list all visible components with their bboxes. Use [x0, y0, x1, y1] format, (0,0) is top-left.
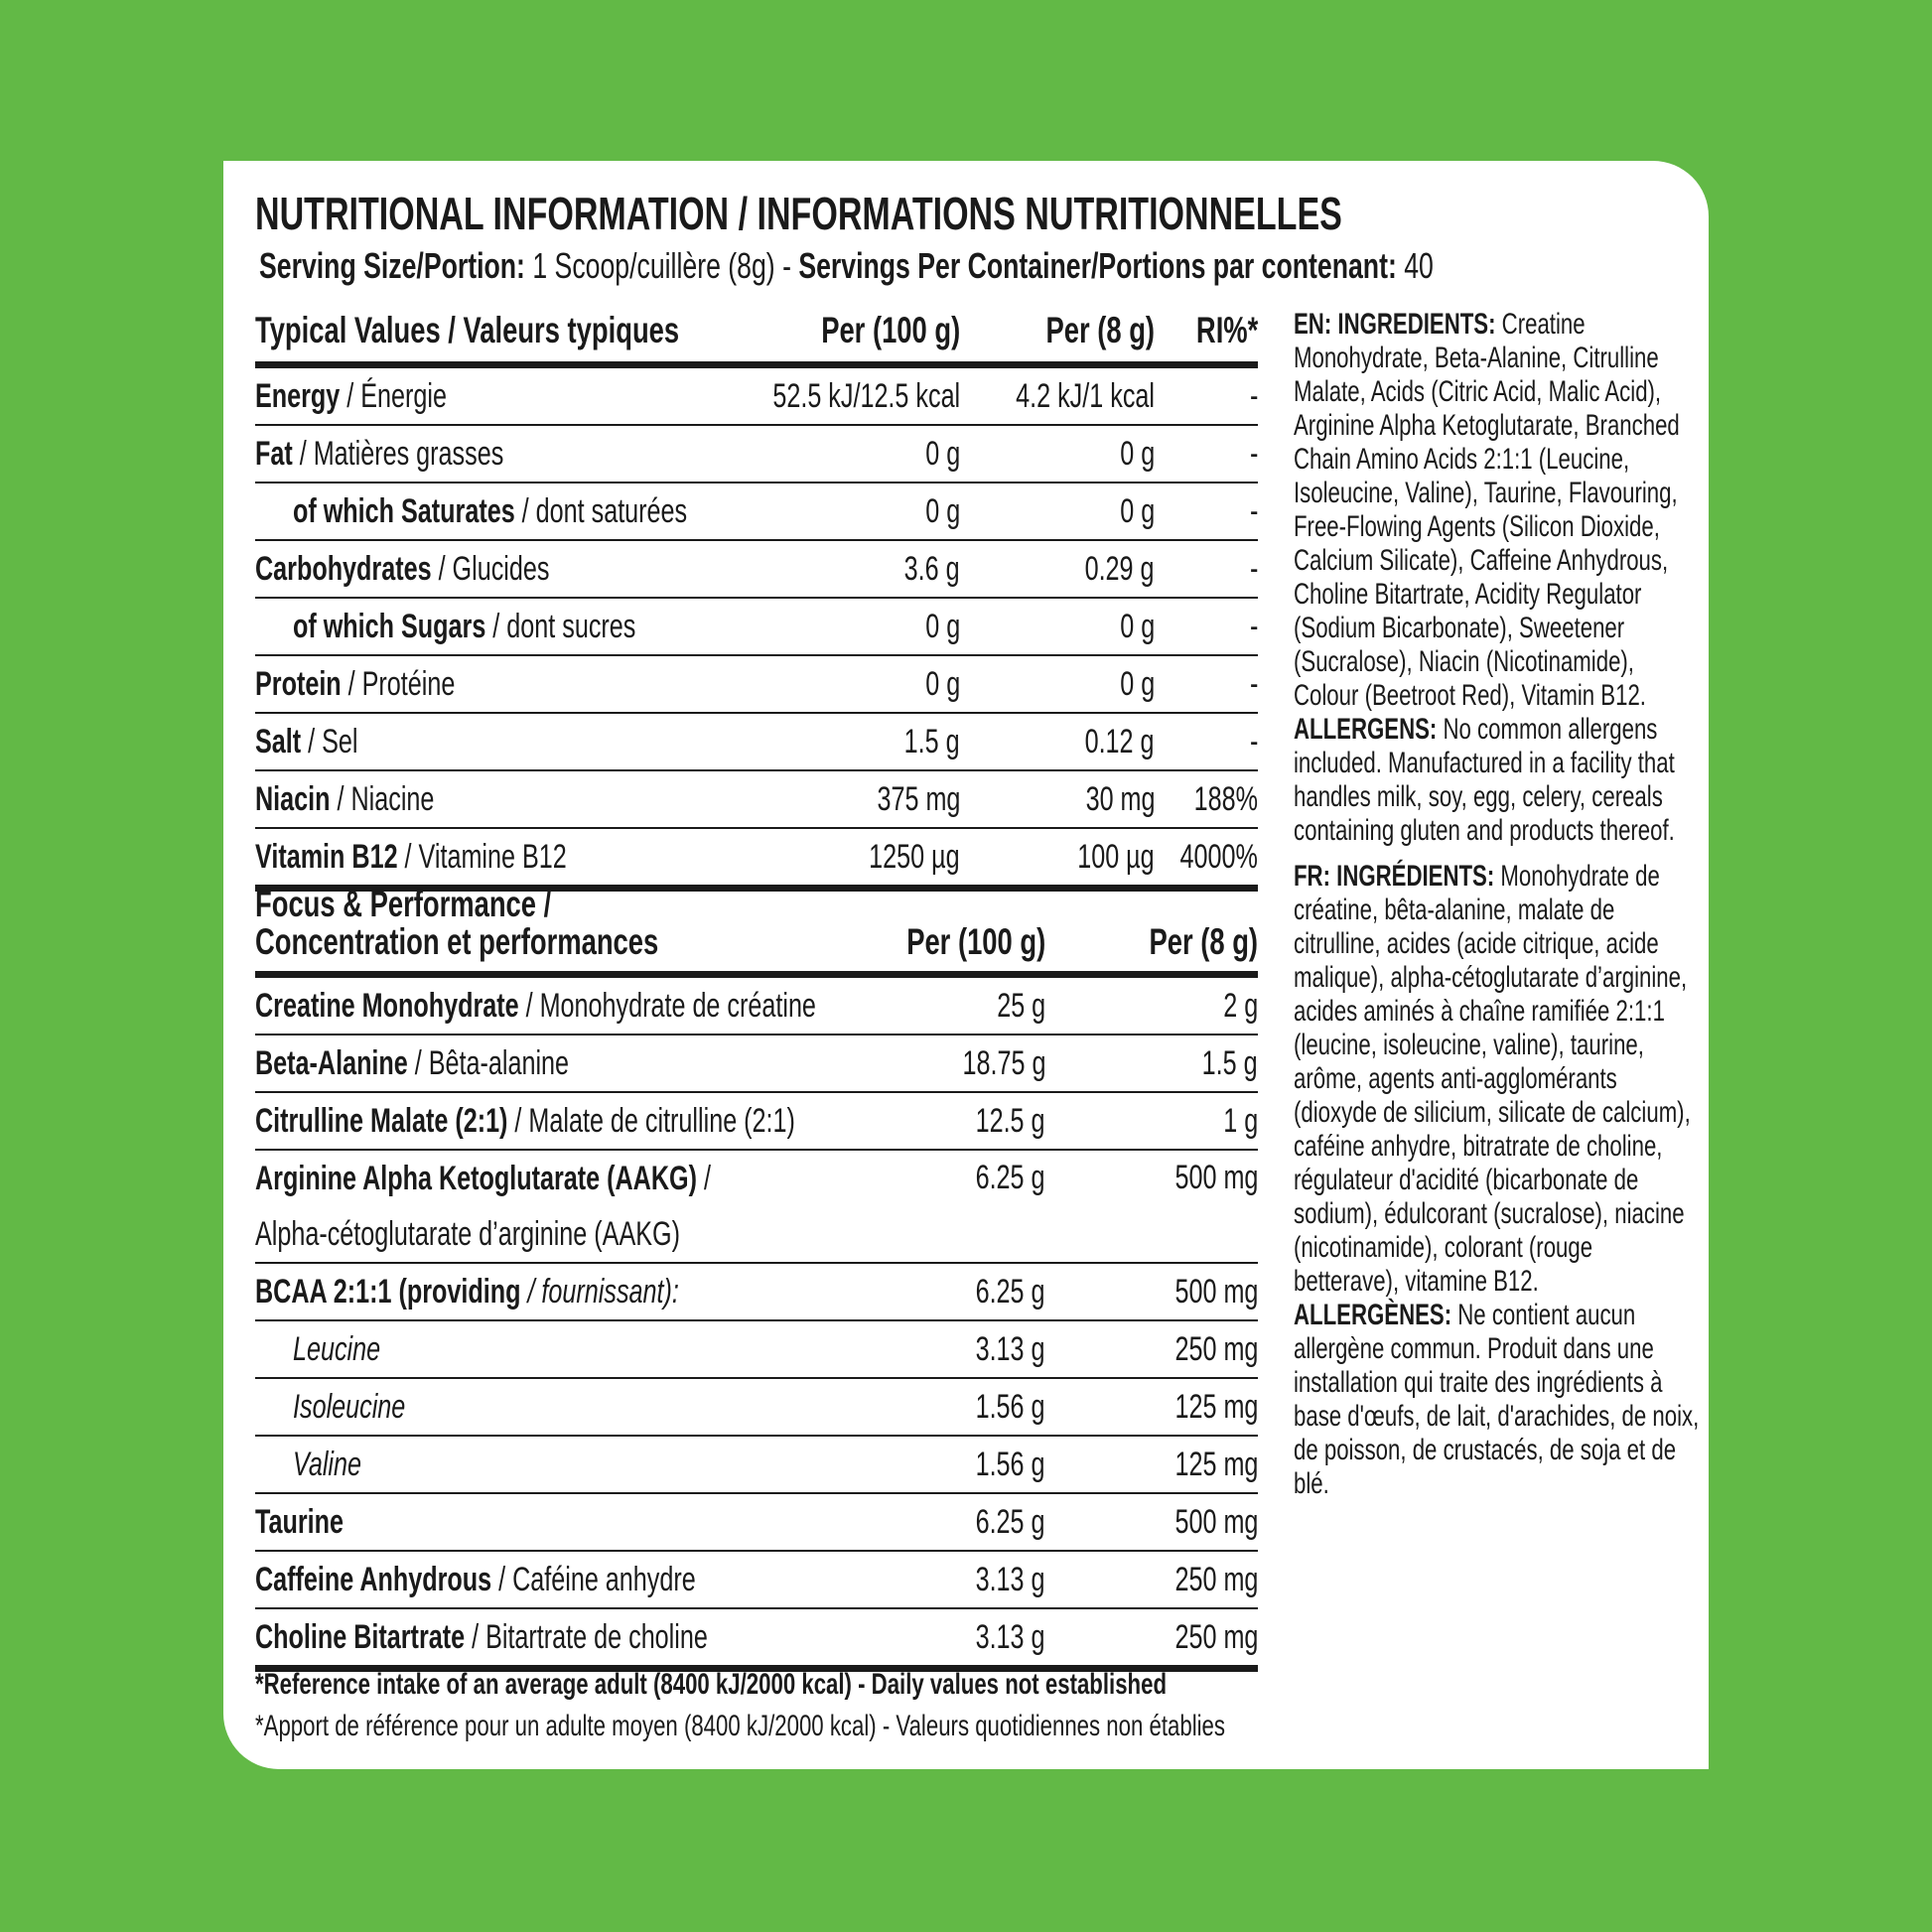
nutrient-name-fr: / dont saturées — [514, 491, 688, 530]
footnote-fr: *Apport de référence pour un adulte moyen (8400 kJ/2000 kcal) - Valeurs quotidiennes non établies — [255, 1710, 1226, 1742]
ingredient-name: Creatine Monohydrate — [255, 986, 519, 1025]
value-per-100g: 18.75 g — [962, 1043, 1045, 1082]
ingredient-name-fr: / Bêta-alanine — [407, 1043, 570, 1082]
nutrient-name: of which Sugars — [293, 607, 486, 645]
value-per-100g: 375 mg — [877, 779, 960, 818]
value-per-100g: 1.56 g — [976, 1387, 1045, 1426]
ingredient-name-fr-line2: Alpha-cétoglutarate d’arginine (AAKG) — [255, 1215, 680, 1253]
value-per-8g: 0 g — [1120, 664, 1155, 703]
table-row — [255, 541, 1258, 599]
nutrient-name-fr: / Protéine — [341, 664, 456, 703]
nutrition-panel — [223, 161, 1709, 1769]
column-header-typical: Typical Values / Valeurs typiques — [255, 310, 680, 350]
value-per-8g: 500 mg — [1174, 1502, 1258, 1541]
nutrient-name-fr: / dont sucres — [485, 607, 636, 645]
nutrient-name: Niacin — [255, 779, 331, 818]
value-per-100g: 0 g — [925, 664, 960, 703]
value-per-8g: 0.29 g — [1085, 549, 1155, 588]
table-row — [255, 656, 1258, 714]
ingredient-name: Caffeine Anhydrous — [255, 1560, 492, 1598]
ingredient-name: Taurine — [255, 1502, 345, 1541]
value-per-8g: 0 g — [1120, 607, 1155, 645]
serving-info — [259, 244, 1846, 288]
table-header-row — [255, 300, 1258, 368]
value-per-8g: 100 µg — [1077, 837, 1155, 876]
nutrient-name-fr: / Sel — [301, 722, 358, 760]
table-row — [255, 599, 1258, 656]
value-ri: - — [1249, 434, 1258, 473]
value-per-8g: 0.12 g — [1085, 722, 1155, 760]
page-title: NUTRITIONAL INFORMATION / INFORMATIONS NUTRITIONNELLES — [255, 188, 1342, 239]
value-ri: 4000% — [1179, 837, 1258, 876]
ingredient-name-fr: / Monohydrate de créatine — [518, 986, 816, 1025]
table-row — [255, 368, 1258, 426]
ingredient-name-fr: / Caféine anhydre — [491, 1560, 696, 1598]
nutrient-name: Vitamin B12 — [255, 837, 398, 876]
table-row — [255, 483, 1258, 541]
value-per-8g: 30 mg — [1085, 779, 1155, 818]
nutrient-name: Energy — [255, 376, 341, 415]
value-per-8g: 2 g — [1223, 986, 1258, 1025]
value-per-8g: 125 mg — [1174, 1445, 1258, 1483]
column-header-per-100g: Per (100 g) — [905, 921, 1045, 962]
table-row — [255, 714, 1258, 771]
value-per-100g: 52.5 kJ/12.5 kcal — [772, 376, 960, 415]
footnote-en: *Reference intake of an average adult (8400 kJ/2000 kcal) - Daily values not established — [255, 1668, 1168, 1701]
value-per-100g: 0 g — [925, 434, 960, 473]
nutrient-name-fr: / Énergie — [340, 376, 447, 415]
nutrient-name: of which Saturates — [293, 491, 515, 530]
table-row — [255, 978, 1258, 1035]
nutrient-name: Carbohydrates — [255, 549, 432, 588]
value-per-100g: 1.56 g — [976, 1445, 1045, 1483]
ingredient-name-fr: Isoleucine — [293, 1387, 406, 1426]
value-per-100g: 3.13 g — [976, 1617, 1045, 1656]
nutrient-name: Salt — [255, 722, 302, 760]
nutrient-name-fr: / Niacine — [330, 779, 435, 818]
table-row — [255, 1552, 1258, 1609]
value-per-100g: 1250 µg — [869, 837, 960, 876]
typical-values-table — [255, 300, 1258, 892]
nutrient-name: Fat — [255, 434, 293, 473]
ingredient-name-fr: / — [696, 1160, 711, 1197]
value-per-100g: 12.5 g — [976, 1101, 1045, 1140]
nutrient-name-fr: / Matières grasses — [292, 434, 504, 473]
value-per-100g: 3.13 g — [976, 1329, 1045, 1368]
value-ri: - — [1249, 376, 1258, 415]
value-per-8g: 250 mg — [1174, 1329, 1258, 1368]
value-per-8g: 125 mg — [1174, 1387, 1258, 1426]
table-row — [255, 1093, 1258, 1151]
servings-per-container-label: Servings Per Container/Portions par contenant: — [798, 245, 1397, 286]
value-per-100g: 1.5 g — [904, 722, 960, 760]
servings-per-container-value: 40 — [1404, 245, 1434, 286]
value-per-100g: 6.25 g — [976, 1159, 1045, 1196]
ingredient-name: Choline Bitartrate — [255, 1617, 466, 1656]
table-row — [255, 1437, 1258, 1494]
value-per-100g: 3.13 g — [976, 1560, 1045, 1598]
table-row — [255, 1609, 1258, 1672]
value-ri: - — [1249, 722, 1258, 760]
value-ri: - — [1249, 549, 1258, 588]
table-row — [255, 426, 1258, 483]
focus-performance-table — [255, 876, 1258, 1672]
value-per-100g: 0 g — [925, 491, 960, 530]
value-per-8g: 0 g — [1120, 491, 1155, 530]
value-per-8g: 500 mg — [1174, 1159, 1258, 1196]
value-per-100g: 0 g — [925, 607, 960, 645]
ingredient-name: Arginine Alpha Ketoglutarate (AAKG) — [255, 1160, 697, 1197]
ingredient-name-fr: / Bitartrate de choline — [465, 1617, 708, 1656]
ingredient-name: Beta-Alanine — [255, 1043, 408, 1082]
value-per-100g: 3.6 g — [904, 549, 960, 588]
value-ri: 188% — [1193, 779, 1258, 818]
nutrient-name-fr: / Vitamine B12 — [397, 837, 567, 876]
nutrient-name: Protein — [255, 664, 342, 703]
serving-size-value: 1 Scoop/cuillère (8g) - — [532, 245, 799, 286]
value-ri: - — [1249, 491, 1258, 530]
column-header-per-8g: Per (8 g) — [1149, 921, 1258, 962]
value-per-8g: 0 g — [1120, 434, 1155, 473]
value-ri: - — [1249, 664, 1258, 703]
table-row — [255, 1264, 1258, 1321]
table-header-row — [255, 876, 1258, 978]
ingredients-column — [1294, 308, 1701, 1513]
focus-header-line1: Focus & Performance / — [255, 884, 552, 924]
column-header-per-100g: Per (100 g) — [820, 310, 960, 350]
table-row — [255, 1321, 1258, 1379]
table-row — [255, 1379, 1258, 1437]
ingredient-name-fr: / Malate de citrulline (2:1) — [507, 1101, 795, 1140]
value-per-8g: 250 mg — [1174, 1617, 1258, 1656]
nutrient-name-fr: / Glucides — [431, 549, 550, 588]
value-per-100g: 25 g — [997, 986, 1045, 1025]
column-header-ri: RI%* — [1195, 310, 1258, 350]
value-per-8g: 250 mg — [1174, 1560, 1258, 1598]
value-per-100g: 6.25 g — [976, 1272, 1045, 1311]
ingredient-name-fr: Valine — [293, 1445, 362, 1483]
column-header-per-8g: Per (8 g) — [1045, 310, 1155, 350]
value-per-8g: 500 mg — [1174, 1272, 1258, 1311]
table-row — [255, 771, 1258, 829]
ingredients-fr: FR: INGRÉDIENTS: Monohydrate de créatine, bêta-alanine, malate de citrulline, acides (acide citrique, acide malique), alpha-cétoglutarate d’arginine, acides aminés à chaîne ramifiée 2:1:1 (leucine, isoleucine, valine), taurine, arôme, agents anti-agglomérants (dioxyde de silicium, silicate de calcium), caféine anhydre, bitratrate de choline, régulateur d'acidité (bicarbonate de sodium), édulcorant (sucralose), niacine (nicotinamide), colorant (rouge betterave), vitamine B12. ALLERGÈNES: Ne contient aucun allergène commun. Produit dans une installation qui traite des ingrédients à base d'œufs, de lait, d'arachides, de noix, de poisson, de crustacés, de soja et de blé. — [1294, 860, 1700, 1500]
ingredient-name-fr: / fournissant): — [520, 1272, 679, 1311]
value-per-8g: 1.5 g — [1202, 1043, 1258, 1082]
value-ri: - — [1249, 607, 1258, 645]
value-per-8g: 1 g — [1223, 1101, 1258, 1140]
ingredient-name: BCAA 2:1:1 (providing — [255, 1272, 521, 1311]
table-row — [255, 1151, 1258, 1264]
footnotes — [255, 1664, 1566, 1747]
focus-header-line2: Concentration et performances — [255, 921, 659, 962]
table-row — [255, 1035, 1258, 1093]
ingredients-en: EN: INGREDIENTS: Creatine Monohydrate, Beta-Alanine, Citrulline Malate, Acids (Citric Acid, Malic Acid), Arginine Alpha Ketoglutarate, Branched Chain Amino Acids 2:1:1 (Leucine, Isoleucine, Valine), Taurine, Flavouring, Free-Flowing Agents (Silicon Dioxide, Calcium Silicate), Caffeine Anhydrous, Choline Bitartrate, Acidity Regulator (Sodium Bicarbonate), Sweetener (Sucralose), Niacin (Nicotinamide), Colour (Beetroot Red), Vitamin B12. ALLERGENS: No common allergens included. Manufactured in a facility that handles milk, soy, egg, celery, cereals containing gluten and products thereof. — [1294, 308, 1680, 847]
ingredient-name: Citrulline Malate (2:1) — [255, 1101, 508, 1140]
table-row — [255, 1494, 1258, 1552]
ingredient-name-fr: Leucine — [293, 1329, 381, 1368]
value-per-8g: 4.2 kJ/1 kcal — [1016, 376, 1155, 415]
serving-size-label: Serving Size/Portion: — [259, 245, 525, 286]
value-per-100g: 6.25 g — [976, 1502, 1045, 1541]
